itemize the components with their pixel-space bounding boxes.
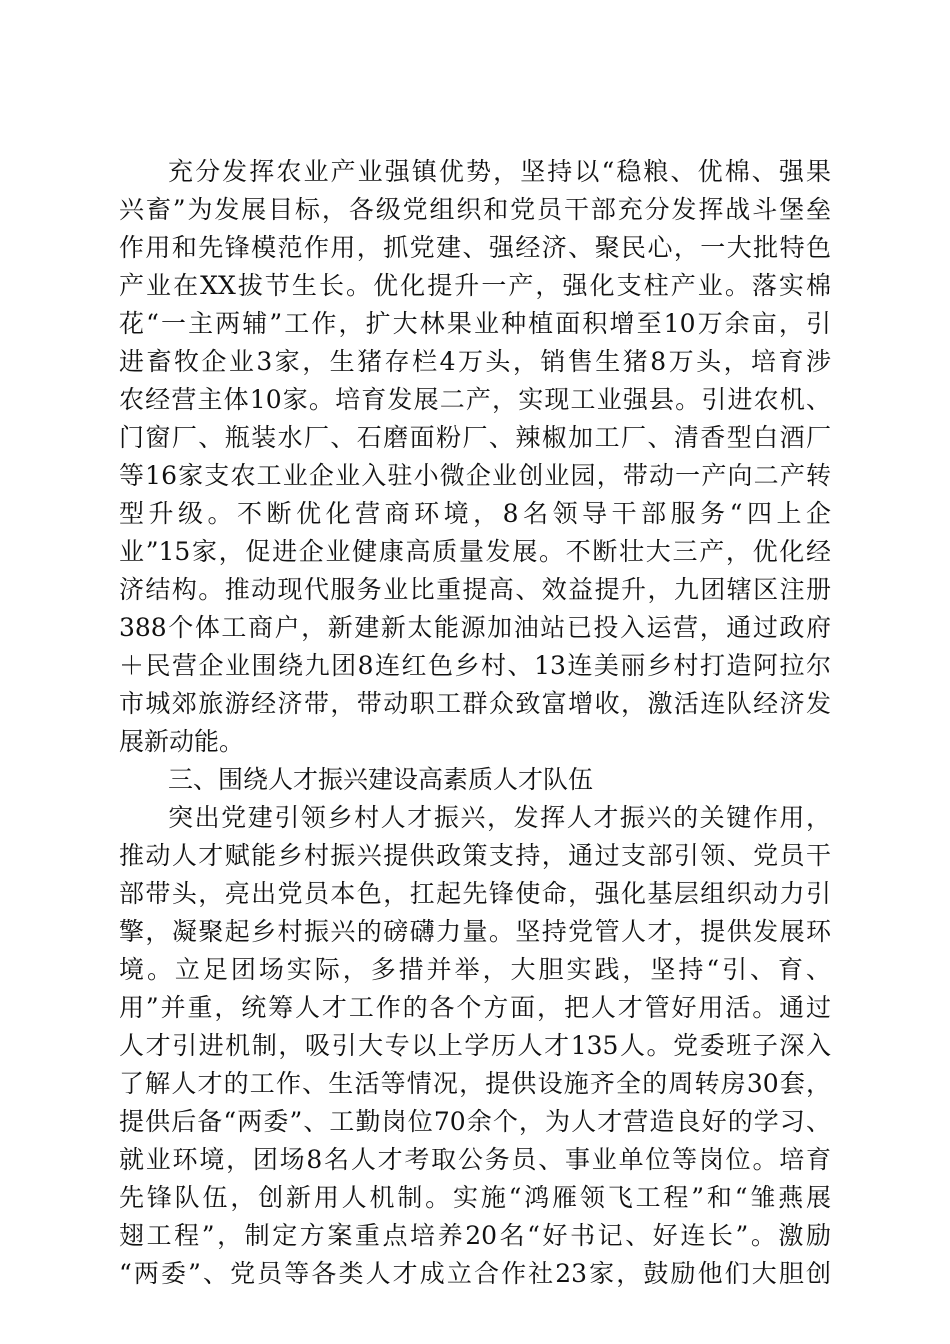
paragraph1-line: 型升级。不断优化营商环境，8名领导干部服务“四上企 bbox=[119, 499, 831, 528]
paragraph1-line: 进畜牧企业3家，生猪存栏4万头，销售生猪8万头，培育涉 bbox=[119, 347, 831, 376]
paragraph1-line: 门窗厂、瓶装水厂、石磨面粉厂、辣椒加工厂、清香型白酒厂 bbox=[119, 423, 831, 452]
paragraph1-line: 业”15家，促进企业健康高质量发展。不断壮大三产，优化经 bbox=[119, 537, 831, 566]
paragraph1-line: 花“一主两辅”工作，扩大林果业种植面积增至10万余亩，引 bbox=[119, 309, 831, 338]
paragraph2-line: 部带头，亮出党员本色，扛起先锋使命，强化基层组织动力引 bbox=[119, 879, 831, 908]
paragraph1-line: 充分发挥农业产业强镇优势，坚持以“稳粮、优棉、强果 bbox=[168, 157, 831, 186]
paragraph1-line: 388个体工商户，新建新太能源加油站已投入运营，通过政府 bbox=[119, 613, 831, 642]
paragraph2-line: 用”并重，统筹人才工作的各个方面，把人才管好用活。通过 bbox=[119, 993, 831, 1022]
paragraph1-line: 农经营主体10家。培育发展二产，实现工业强县。引进农机、 bbox=[119, 385, 831, 414]
paragraph1-line: 作用和先锋模范作用，抓党建、强经济、聚民心，一大批特色 bbox=[119, 233, 831, 262]
paragraph2-line: 突出党建引领乡村人才振兴，发挥人才振兴的关键作用， bbox=[168, 803, 831, 832]
paragraph1-line: 展新动能。 bbox=[119, 727, 245, 756]
paragraph2-line: 了解人才的工作、生活等情况，提供设施齐全的周转房30套， bbox=[119, 1069, 831, 1098]
paragraph2-line: 提供后备“两委”、工勤岗位70余个，为人才营造良好的学习、 bbox=[119, 1107, 831, 1136]
section-heading: 三、围绕人才振兴建设高素质人才队伍 bbox=[168, 765, 594, 794]
paragraph1-line: 产业在XX拔节生长。优化提升一产，强化支柱产业。落实棉 bbox=[119, 271, 831, 300]
paragraph2-line: “两委”、党员等各类人才成立合作社23家，鼓励他们大胆创 bbox=[119, 1259, 831, 1288]
paragraph2-line: 人才引进机制，吸引大专以上学历人才135人。党委班子深入 bbox=[119, 1031, 831, 1060]
paragraph2-line: 就业环境，团场8名人才考取公务员、事业单位等岗位。培育 bbox=[119, 1145, 831, 1174]
paragraph1-line: 济结构。推动现代服务业比重提高、效益提升，九团辖区注册 bbox=[119, 575, 831, 604]
paragraph1-line: 兴畜”为发展目标，各级党组织和党员干部充分发挥战斗堡垒 bbox=[119, 195, 831, 224]
paragraph2-line: 翅工程”，制定方案重点培养20名“好书记、好连长”。激励 bbox=[119, 1221, 831, 1250]
paragraph2-line: 境。立足团场实际，多措并举，大胆实践，坚持“引、育、 bbox=[119, 955, 831, 984]
paragraph1-line: 等16家支农工业企业入驻小微企业创业园，带动一产向二产转 bbox=[119, 461, 831, 490]
paragraph1-line: ＋民营企业围绕九团8连红色乡村、13连美丽乡村打造阿拉尔 bbox=[119, 651, 831, 680]
paragraph2-line: 推动人才赋能乡村振兴提供政策支持，通过支部引领、党员干 bbox=[119, 841, 831, 870]
paragraph2-line: 先锋队伍，创新用人机制。实施“鸿雁领飞工程”和“雏燕展 bbox=[119, 1183, 831, 1212]
paragraph2-line: 擎，凝聚起乡村振兴的磅礴力量。坚持党管人才，提供发展环 bbox=[119, 917, 831, 946]
paragraph1-line: 市城郊旅游经济带，带动职工群众致富增收，激活连队经济发 bbox=[119, 689, 831, 718]
